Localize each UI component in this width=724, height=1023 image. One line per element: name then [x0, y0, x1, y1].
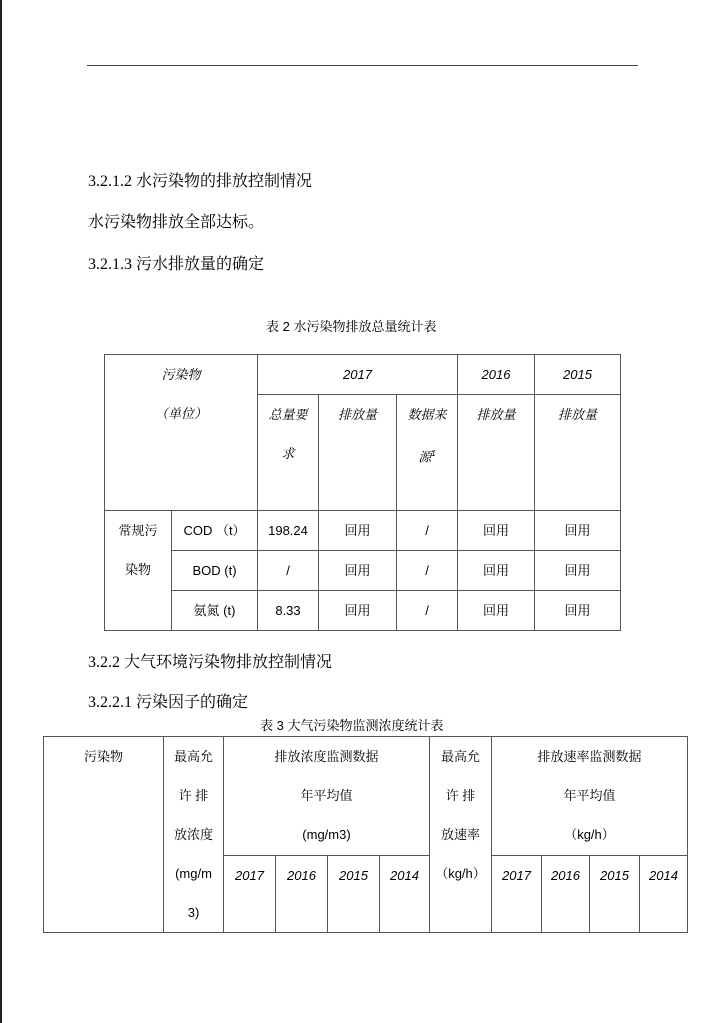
table3-conc-year: 2016 [276, 855, 328, 932]
table3-rate-group: 排放速率监测数据 年平均值 （kg/h） [492, 737, 688, 856]
table2-row-2016: 回用 [458, 511, 535, 551]
table3-max-rate: 最高允 许 排 放速率 （kg/h） [430, 737, 492, 933]
table2-head-pollutant: 污染物 （单位） [105, 355, 258, 511]
table2-row-2015: 回用 [535, 551, 621, 591]
heading-3221: 3.2.2.1 污染因子的确定 [88, 694, 249, 711]
table2-row-2015: 回用 [535, 591, 621, 631]
table3-rate-year: 2016 [542, 855, 590, 932]
table3-rate-year: 2017 [492, 855, 542, 932]
table2-row-2016: 回用 [458, 551, 535, 591]
table2-col-emission-2015: 排放量 [535, 395, 621, 511]
table2-year-2015: 2015 [535, 355, 621, 395]
table2-year-2017: 2017 [258, 355, 458, 395]
table2-row-source: / [397, 591, 458, 631]
table2-row-total: / [258, 551, 319, 591]
table2-row-2015: 回用 [535, 511, 621, 551]
table-row [105, 511, 621, 551]
table2-col-total: 总量要 求 [258, 395, 319, 511]
table3-rate-year: 2014 [640, 855, 688, 932]
table3-conc-year: 2017 [224, 855, 276, 932]
heading-322: 3.2.2 大气环境污染物排放控制情况 [88, 654, 333, 671]
table2-row-emission: 回用 [319, 511, 397, 551]
table3-caption: 表 3 大气污染物监测浓度统计表 [260, 718, 444, 733]
table2-row-name: 氨氮 (t) [172, 591, 258, 631]
table2-year-2016: 2016 [458, 355, 535, 395]
table3-max-concentration: 最高允 许 排 放浓度 (mg/m 3) [164, 737, 224, 933]
table2-row-source: / [397, 511, 458, 551]
paragraph-water: 水污染物排放全部达标。 [88, 214, 265, 231]
table3-head-pollutant: 污染物 [44, 737, 164, 933]
table2-col-emission: 排放量 [319, 395, 397, 511]
table3-concentration-group: 排放浓度监测数据 年平均值 (mg/m3) [224, 737, 430, 856]
table2-row-total: 198.24 [258, 511, 319, 551]
heading-3213: 3.2.1.3 污水排放量的确定 [88, 256, 265, 273]
table2-group-label: 常规污 染物 [105, 511, 172, 631]
table-row [105, 591, 621, 631]
table2-col-emission-2016: 排放量 [458, 395, 535, 511]
left-page-border [0, 0, 2, 1023]
table2-caption: 表 2 水污染物排放总量统计表 [266, 319, 437, 334]
table-air-pollutants [43, 736, 688, 933]
table-row [105, 551, 621, 591]
table2-row-total: 8.33 [258, 591, 319, 631]
table3-conc-year: 2015 [328, 855, 380, 932]
heading-3212: 3.2.1.2 水污染物的排放控制情况 [88, 173, 313, 190]
table-water-pollutants [104, 354, 621, 631]
table2-row-name: COD （t） [172, 511, 258, 551]
table2-row-emission: 回用 [319, 551, 397, 591]
table3-rate-year: 2015 [590, 855, 640, 932]
table2-col-source: 数据来 源$^1$ [397, 395, 458, 511]
header-rule [87, 65, 638, 66]
table3-conc-year: 2014 [380, 855, 430, 932]
table2-row-emission: 回用 [319, 591, 397, 631]
table2-row-2016: 回用 [458, 591, 535, 631]
table2-row-name: BOD (t) [172, 551, 258, 591]
table2-row-source: / [397, 551, 458, 591]
